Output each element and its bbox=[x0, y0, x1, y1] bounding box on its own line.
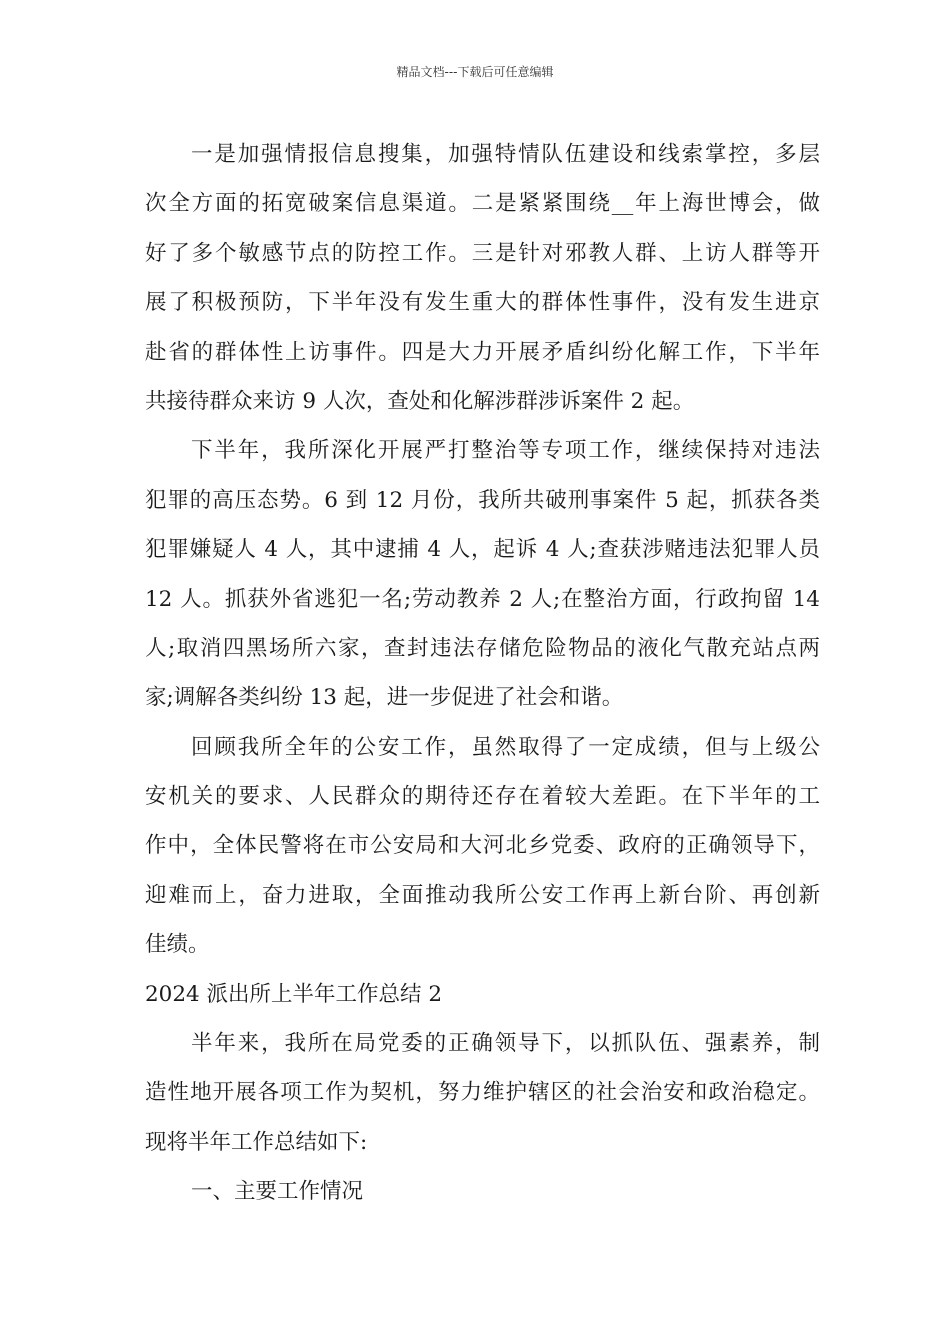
text-line: 展了积极预防，下半年没有发生重大的群体性事件，没有发生进京 bbox=[145, 290, 820, 316]
text-line: 共接待群众来访 9 人次，查处和化解涉群涉诉案件 2 起。 bbox=[145, 388, 695, 414]
text-line: 人;取消四黑场所六家，查封违法存储危险物品的液化气散充站点两 bbox=[145, 635, 820, 661]
text-line: 家;调解各类纠纷 13 起，进一步促进了社会和谐。 bbox=[145, 685, 624, 711]
text-line: 安机关的要求、人民群众的期待还存在着较大差距。在下半年的工 bbox=[145, 784, 820, 810]
subsection-heading: 一、主要工作情况 bbox=[191, 1179, 364, 1205]
document-body bbox=[145, 130, 820, 1217]
text-line: 半年来，我所在局党委的正确领导下，以抓队伍、强素养，制 bbox=[191, 1031, 820, 1057]
text-line: 佳绩。 bbox=[145, 932, 210, 958]
text-line: 回顾我所全年的公安工作，虽然取得了一定成绩，但与上级公 bbox=[191, 734, 820, 760]
section-title: 2024 派出所上半年工作总结 2 bbox=[145, 981, 443, 1007]
text-line: 犯罪的高压态势。6 到 12 月份，我所共破刑事案件 5 起，抓获各类 bbox=[145, 487, 820, 513]
text-line: 造性地开展各项工作为契机，努力维护辖区的社会治安和政治稳定。 bbox=[145, 1080, 820, 1106]
text-line: 赴省的群体性上访事件。四是大力开展矛盾纠纷化解工作，下半年 bbox=[145, 339, 820, 365]
text-line: 一是加强情报信息搜集，加强特情队伍建设和线索掌控，多层 bbox=[191, 142, 820, 167]
text-line: 12 人。抓获外省逃犯一名;劳动教养 2 人;在整治方面，行政拘留 14 bbox=[145, 586, 820, 612]
page-header: 精品文档---下载后可任意编辑 bbox=[396, 65, 554, 79]
text-line: 犯罪嫌疑人 4 人，其中逮捕 4 人，起诉 4 人;查获涉赌违法犯罪人员 bbox=[145, 537, 820, 563]
text-line: 迎难而上，奋力进取，全面推动我所公安工作再上新台阶、再创新 bbox=[145, 882, 820, 908]
text-line: 作中，全体民警将在市公安局和大河北乡党委、政府的正确领导下， bbox=[145, 833, 820, 859]
text-line: 好了多个敏感节点的防控工作。三是针对邪教人群、上访人群等开 bbox=[145, 240, 820, 266]
text-line: 现将半年工作总结如下: bbox=[145, 1129, 368, 1155]
text-line: 次全方面的拓宽破案信息渠道。二是紧紧围绕__年上海世博会，做 bbox=[145, 191, 820, 217]
text-line: 下半年，我所深化开展严打整治等专项工作，继续保持对违法 bbox=[191, 438, 820, 464]
